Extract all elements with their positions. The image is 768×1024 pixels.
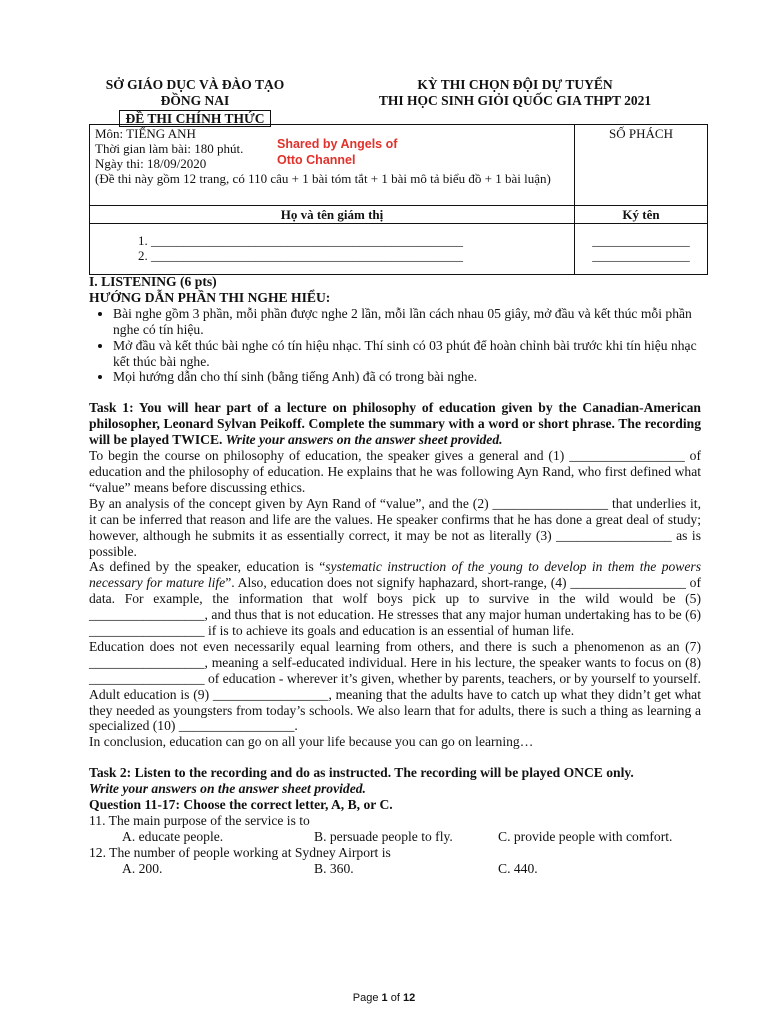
task1-heading-instruction: Write your answers on the answer sheet provided. [222,432,503,448]
exam-info-table [89,124,708,275]
exam-title [360,77,670,109]
subject: Môn: TIẾNG ANH [95,126,196,141]
task1-paragraph: Education does not even necessarily equal learning from others, and there is such a phenomenon as an (7) _________________, meaning a self-educated individual. Here in his lecture, the speaker wants to focus on (8) _________________ of education - wherever it’s given, whether by parents, teachers, or by yourself to yourself. [89,638,701,686]
question-11 [89,813,701,845]
so-phach-cell [575,125,708,206]
option-a: A. educate people. [122,828,224,844]
answer-options [89,861,701,877]
instructions-list [89,306,701,386]
task2-heading: Task 2: Listen to the recording and do as instructed. The recording will be played ONCE only. [89,765,634,781]
task2-instruction: Write your answers on the answer sheet provided. [89,781,366,797]
signature-line-1: _______________ [592,233,690,248]
shared-by-watermark [277,136,397,168]
invigilator-line-1: 1. ________________________________________________ [138,233,463,248]
invigilator-lines [90,224,575,275]
signature-header: Ký tên [575,206,708,224]
education-definition-quote: systematic instruction of the young to develop in them the powers necessary for mature life [89,559,701,591]
option-b: B. 360. [314,860,354,876]
listening-instructions-title: HƯỚNG DẪN PHẦN THI NGHE HIỂU: [89,289,331,305]
question-stem: 12. The number of people working at Sydney Airport is [89,844,391,860]
option-b: B. persuade people to fly. [314,828,453,844]
shared-line-2: Otto Channel [277,153,356,167]
task1-paragraph: In conclusion, education can go on all your life because you can go on learning… [89,734,534,750]
shared-line-1: Shared by Angels of [277,137,398,151]
page-total: 12 [402,992,416,1004]
province-name: ĐỒNG NAI [160,93,230,108]
instruction-item: • Mở đầu và kết thúc bài nghe có tín hiệu nhạc. Thí sinh có 03 phút để hoàn chỉnh bài trước khi tín hiệu nhạc kết thúc bài nghe. [113,338,701,370]
question-12 [89,845,701,877]
question-stem: 11. The main purpose of the service is to [89,813,310,828]
signature-lines [575,224,708,275]
signature-line-2: _______________ [592,248,690,263]
option-c: C. provide people with comfort. [498,828,673,844]
time-allowed: Thời gian làm bài: 180 phút. [95,141,244,156]
official-exam-label: ĐỀ THI CHÍNH THỨC [119,110,272,127]
task1-paragraph: Adult education is (9) _________________, meaning that the adults have to catch up what they didn’t get what they needed as youngsters from today’s schools. We also learn that for adults, there is such a thing as learning a specialized (10) _________________. [89,686,701,734]
option-a: A. 200. [122,860,163,876]
listening-title: I. LISTENING (6 pts) [89,274,217,289]
page-of: of [387,992,403,1004]
question-range: Question 11-17: Choose the correct letter, A, B, or C. [89,797,393,813]
exam-note: (Đề thi này gồm 12 trang, có 110 câu + 1 bài tóm tắt + 1 bài mô tả biểu đồ + 1 bài luận) [95,171,551,186]
text-run: ”. Also, education does not signify haphazard, short-range, (4) _________________ of data. For example, the information that wolf boys pick up to survive in the wild would be (5) _________________, and thus that is not education. He stresses that any major human undertaking has to be (6) _________________ if is to achieve its goals and education is an essential of human life. [89,575,702,639]
task1-heading [89,400,701,448]
invigilator-line-2: 2. ________________________________________________ [138,248,463,263]
department-name: SỞ GIÁO DỤC VÀ ĐÀO TẠO [105,77,285,92]
text-run: As defined by the speaker, education is “ [89,559,326,575]
instruction-item: • Bài nghe gồm 3 phần, mỗi phần được nghe 2 lần, mỗi lần cách nhau 05 giây, mở đầu và kết thúc mỗi phần nghe có tín hiệu. [113,306,701,338]
invigilator-header: Họ và tên giám thị [90,206,575,224]
page-number: 1 [381,992,388,1004]
task1-paragraph: By an analysis of the concept given by Ayn Rand of “value”, and the (2) _________________ that underlies it, it can be inferred that reason and life are the values. He speaker confirms that he has done a great deal of study; however, although he submits it as essentially correct, it may be not as literally (3) _________________ as is possible. [89,495,701,559]
task1-paragraph: To begin the course on philosophy of education, the speaker gives a general and (1) _________________ of education and the philosophy of education. He explains that he was following Ayn Rand, who first defined what “value” means before discussing ethics. [89,448,701,495]
department-header [90,77,300,127]
so-phach-label: SỐ PHÁCH [609,126,673,141]
page-label: Page [352,992,382,1004]
exam-title-line1: KỲ THI CHỌN ĐỘI DỰ TUYỂN [417,77,613,92]
page-footer [0,992,768,1004]
exam-date: Ngày thi: 18/09/2020 [95,156,207,171]
exam-title-line2: THI HỌC SINH GIỎI QUỐC GIA THPT 2021 [378,93,652,108]
instruction-item: • Mọi hướng dẫn cho thí sinh (bằng tiếng Anh) đã có trong bài nghe. [113,369,701,385]
option-c: C. 440. [498,860,538,876]
task1-paragraph [89,559,701,639]
answer-options [89,829,701,845]
task1-heading-main: Task 1: You will hear part of a lecture on philosophy of education given by the Canadian-American philosopher, Leonard Sylvan Peikoff. Complete the summary with a word or short phrase. The recording will be played TWICE. [89,400,701,448]
exam-content [89,274,701,877]
